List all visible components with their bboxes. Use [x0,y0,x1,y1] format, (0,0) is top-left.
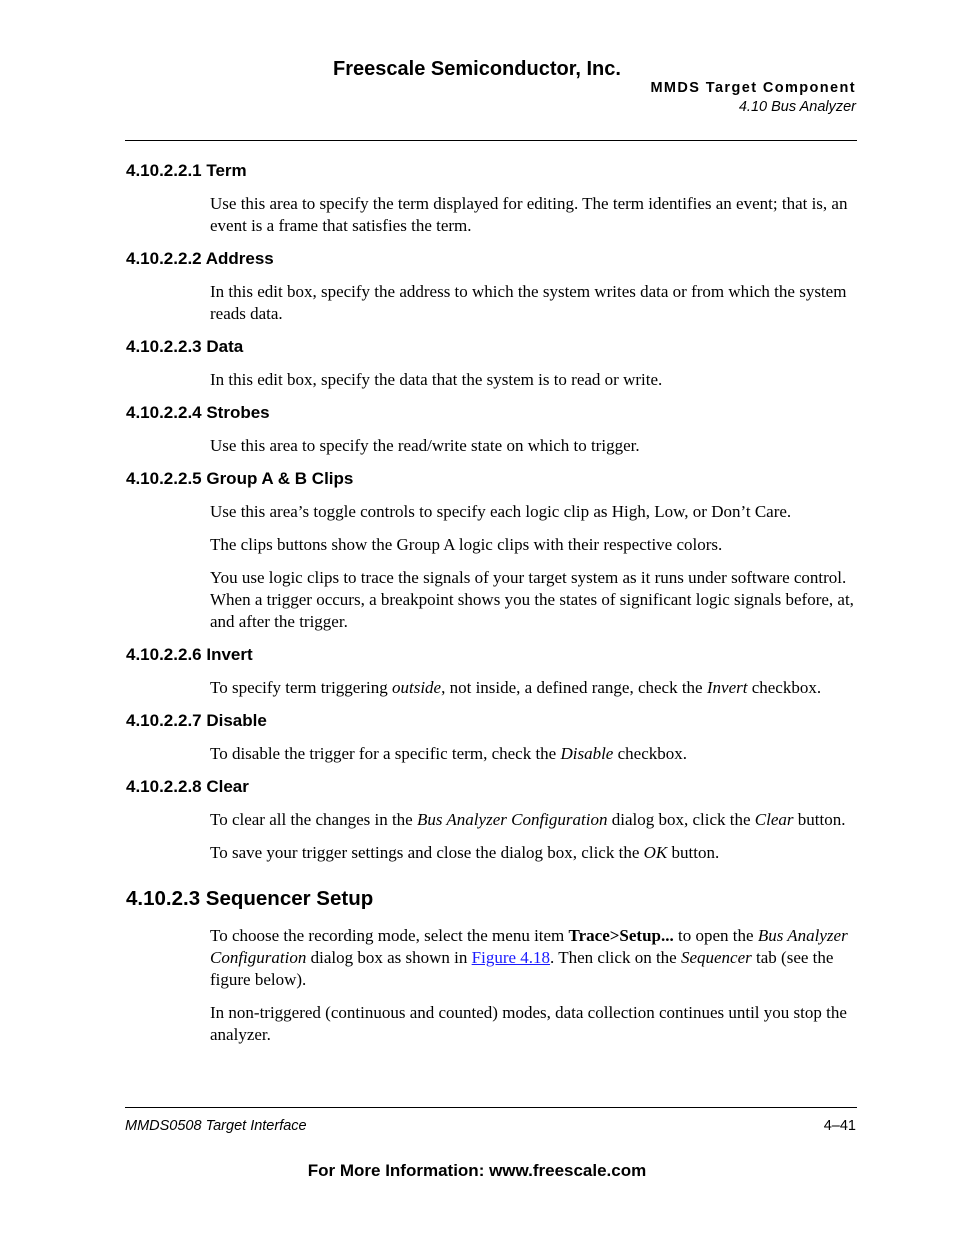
heading-sequencer: 4.10.2.3 Sequencer Setup [126,887,374,910]
text-run: checkbox. [613,744,687,763]
heading-address: 4.10.2.2.2 Address [126,249,274,268]
emphasis: Invert [706,678,748,697]
footer-doc-title: MMDS0508 Target Interface [125,1118,307,1134]
text-run: tab (see the figure below). [210,948,834,989]
heading-clear: 4.10.2.2.8 Clear [126,777,249,796]
paragraph: In non-triggered (continuous and counted) modes, data collection continues until you stop the analyzer. [210,1003,847,1044]
paragraph [210,925,857,991]
text-run: To clear all the changes in the [210,810,417,829]
figure-link[interactable]: Figure 4.18 [471,948,551,967]
page-number: 4–41 [823,1118,856,1134]
emphasis: Sequencer [680,948,752,967]
emphasis: Bus Analyzer Configuration [416,810,608,829]
paragraph: Use this area to specify the read/write state on which to trigger. [210,436,640,455]
page-body [126,160,857,1057]
heading-disable: 4.10.2.2.7 Disable [126,711,267,730]
text-run: To disable the trigger for a specific term, check the [210,744,561,763]
menu-path: Trace>Setup... [568,926,674,945]
paragraph [210,677,857,699]
paragraph [210,809,857,831]
text-run: dialog box as shown in [306,948,472,967]
footer-rule [125,1107,857,1108]
emphasis: outside [391,678,442,697]
paragraph [210,743,857,765]
running-title: MMDS Target Component [650,80,856,96]
paragraph: In this edit box, specify the address to which the system writes data or from which the system reads data. [210,282,847,323]
header-rule [125,140,857,141]
paragraph: In this edit box, specify the data that the system is to read or write. [210,370,663,389]
text-run: To specify term triggering [210,678,392,697]
heading-strobes: 4.10.2.2.4 Strobes [126,403,270,422]
paragraph: Use this area to specify the term displayed for editing. The term identifies an event; that is, an event is a frame that satisfies the term. [210,194,848,235]
text-run: dialog box, click the [607,810,755,829]
text-run: To save your trigger settings and close the dialog box, click the [210,843,644,862]
text-run: button. [667,843,720,862]
footer-info: For More Information: www.freescale.com [307,1161,647,1180]
section-term [126,160,857,237]
paragraph: Use this area’s toggle controls to specify each logic clip as High, Low, or Don’t Care. [210,502,792,521]
paragraph: You use logic clips to trace the signals of your target system as it runs under software control. When a trigger occurs, a breakpoint shows you the states of significant logic signals before, at, and after the trigger. [210,568,854,631]
heading-clips: 4.10.2.2.5 Group A & B Clips [126,469,354,488]
section-invert [126,644,857,699]
emphasis: Disable [560,744,614,763]
heading-term: 4.10.2.2.1 Term [126,161,247,180]
section-clear [126,776,857,864]
text-run: checkbox. [747,678,822,697]
text-run: To choose the recording mode, select the menu item [210,926,569,945]
running-section: 4.10 Bus Analyzer [738,99,856,115]
emphasis: Bus Analyzer Configuration [210,926,848,967]
emphasis: OK [643,843,668,862]
text-run: . Then click on the [550,948,681,967]
text-run: button. [793,810,846,829]
text-run: to open the [673,926,758,945]
text-run: , not inside, a defined range, check the [441,678,707,697]
paragraph [210,842,857,864]
section-disable [126,710,857,765]
section-strobes [126,402,857,457]
paragraph: The clips buttons show the Group A logic clips with their respective colors. [210,535,723,554]
heading-invert: 4.10.2.2.6 Invert [126,645,253,664]
section-address [126,248,857,325]
section-data [126,336,857,391]
heading-data: 4.10.2.2.3 Data [126,337,244,356]
section-sequencer [126,886,857,1046]
section-clips [126,468,857,633]
emphasis: Clear [754,810,794,829]
company-name: Freescale Semiconductor, Inc. [333,58,621,80]
